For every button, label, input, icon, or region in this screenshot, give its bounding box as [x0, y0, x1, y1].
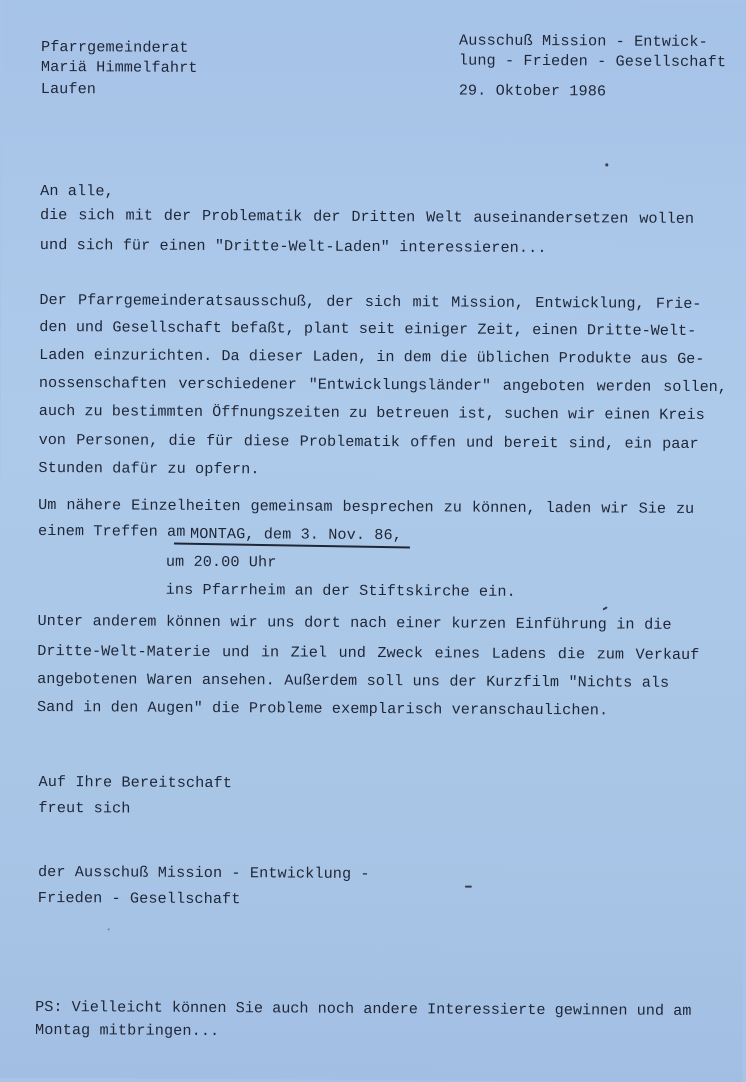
paragraph1-line-1: Der Pfarrgemeinderatsausschuß, der sich mit Mission, Entwicklung, Frie- — [39, 290, 702, 314]
paper-speck — [465, 886, 472, 888]
meeting-date: MONTAG, dem 3. Nov. 86, — [189, 524, 403, 545]
salutation-line-1: An alle, — [40, 181, 114, 201]
letter-date: 29. Oktober 1986 — [458, 81, 607, 101]
paragraph1-line-7: Stunden dafür zu opfern. — [38, 458, 260, 479]
paragraph2-line-2-prefix: einem Treffen am — [37, 521, 186, 541]
paragraph1-line-2: den und Gesellschaft befaßt, plant seit einiger Zeit, einen Dritte-Welt- — [39, 317, 697, 340]
sender-line-3: Laufen — [40, 79, 97, 99]
committee-line-1: Ausschuß Mission - Entwick- — [458, 31, 708, 52]
paragraph1-line-6: von Personen, die für diese Problematik offen und bereit sind, ein paar — [38, 430, 699, 453]
meeting-place: ins Pfarrheim an der Stiftskirche ein. — [165, 580, 516, 601]
paragraph1-line-3: Laden einzurichten. Da dieser Laden, in dem die üblichen Produkte aus Ge- — [39, 345, 705, 369]
paragraph3-line-1: Unter anderem können wir uns dort nach einer kurzen Einführung in die — [37, 611, 672, 634]
meeting-time: um 20.00 Uhr — [165, 552, 277, 572]
paper-speck — [605, 163, 608, 166]
paragraph2-line-1: Um nähere Einzelheiten gemeinsam besprechen zu können, laden wir Sie zu — [38, 495, 695, 518]
paragraph1-line-5: auch zu bestimmten Öffnungszeiten zu betreuen ist, suchen wir einen Kreis — [38, 401, 705, 425]
paragraph1-line-4: nossenschaften verschiedener "Entwicklungsländer" angeboten werden sollen, — [38, 373, 727, 397]
closing-line-2: freut sich — [38, 798, 131, 818]
salutation-line-2: die sich mit der Problematik der Dritten Welt auseinandersetzen wollen — [39, 205, 695, 228]
paper-speck — [108, 928, 110, 930]
salutation-line-3: und sich für einen "Dritte-Welt-Laden" interessieren... — [39, 235, 547, 258]
closing-line-1: Auf Ihre Bereitschaft — [38, 772, 233, 793]
postscript-line-1: PS: Vielleicht können Sie auch noch andere Interessierte gewinnen und am — [35, 997, 692, 1020]
committee-line-2: lung - Frieden - Gesellschaft — [458, 51, 727, 72]
paper-speck — [602, 606, 607, 610]
paragraph3-line-4: Sand in den Augen" die Probleme exemplarisch veranschaulichen. — [36, 697, 609, 720]
paragraph3-line-2: Dritte-Welt-Materie und in Ziel und Zweck eines Ladens die zum Verkauf — [37, 641, 700, 664]
signature-line-2: Frieden - Gesellschaft — [37, 888, 241, 909]
sender-line-1: Pfarrgemeinderat — [40, 37, 189, 57]
postscript-line-2: Montag mitbringen... — [34, 1020, 220, 1041]
sender-line-2: Mariä Himmelfahrt — [40, 57, 198, 77]
signature-line-1: der Ausschuß Mission - Entwicklung - — [37, 862, 370, 883]
paragraph3-line-3: angebotenen Waren ansehen. Außerdem soll uns der Kurzfilm "Nichts als — [37, 669, 670, 692]
